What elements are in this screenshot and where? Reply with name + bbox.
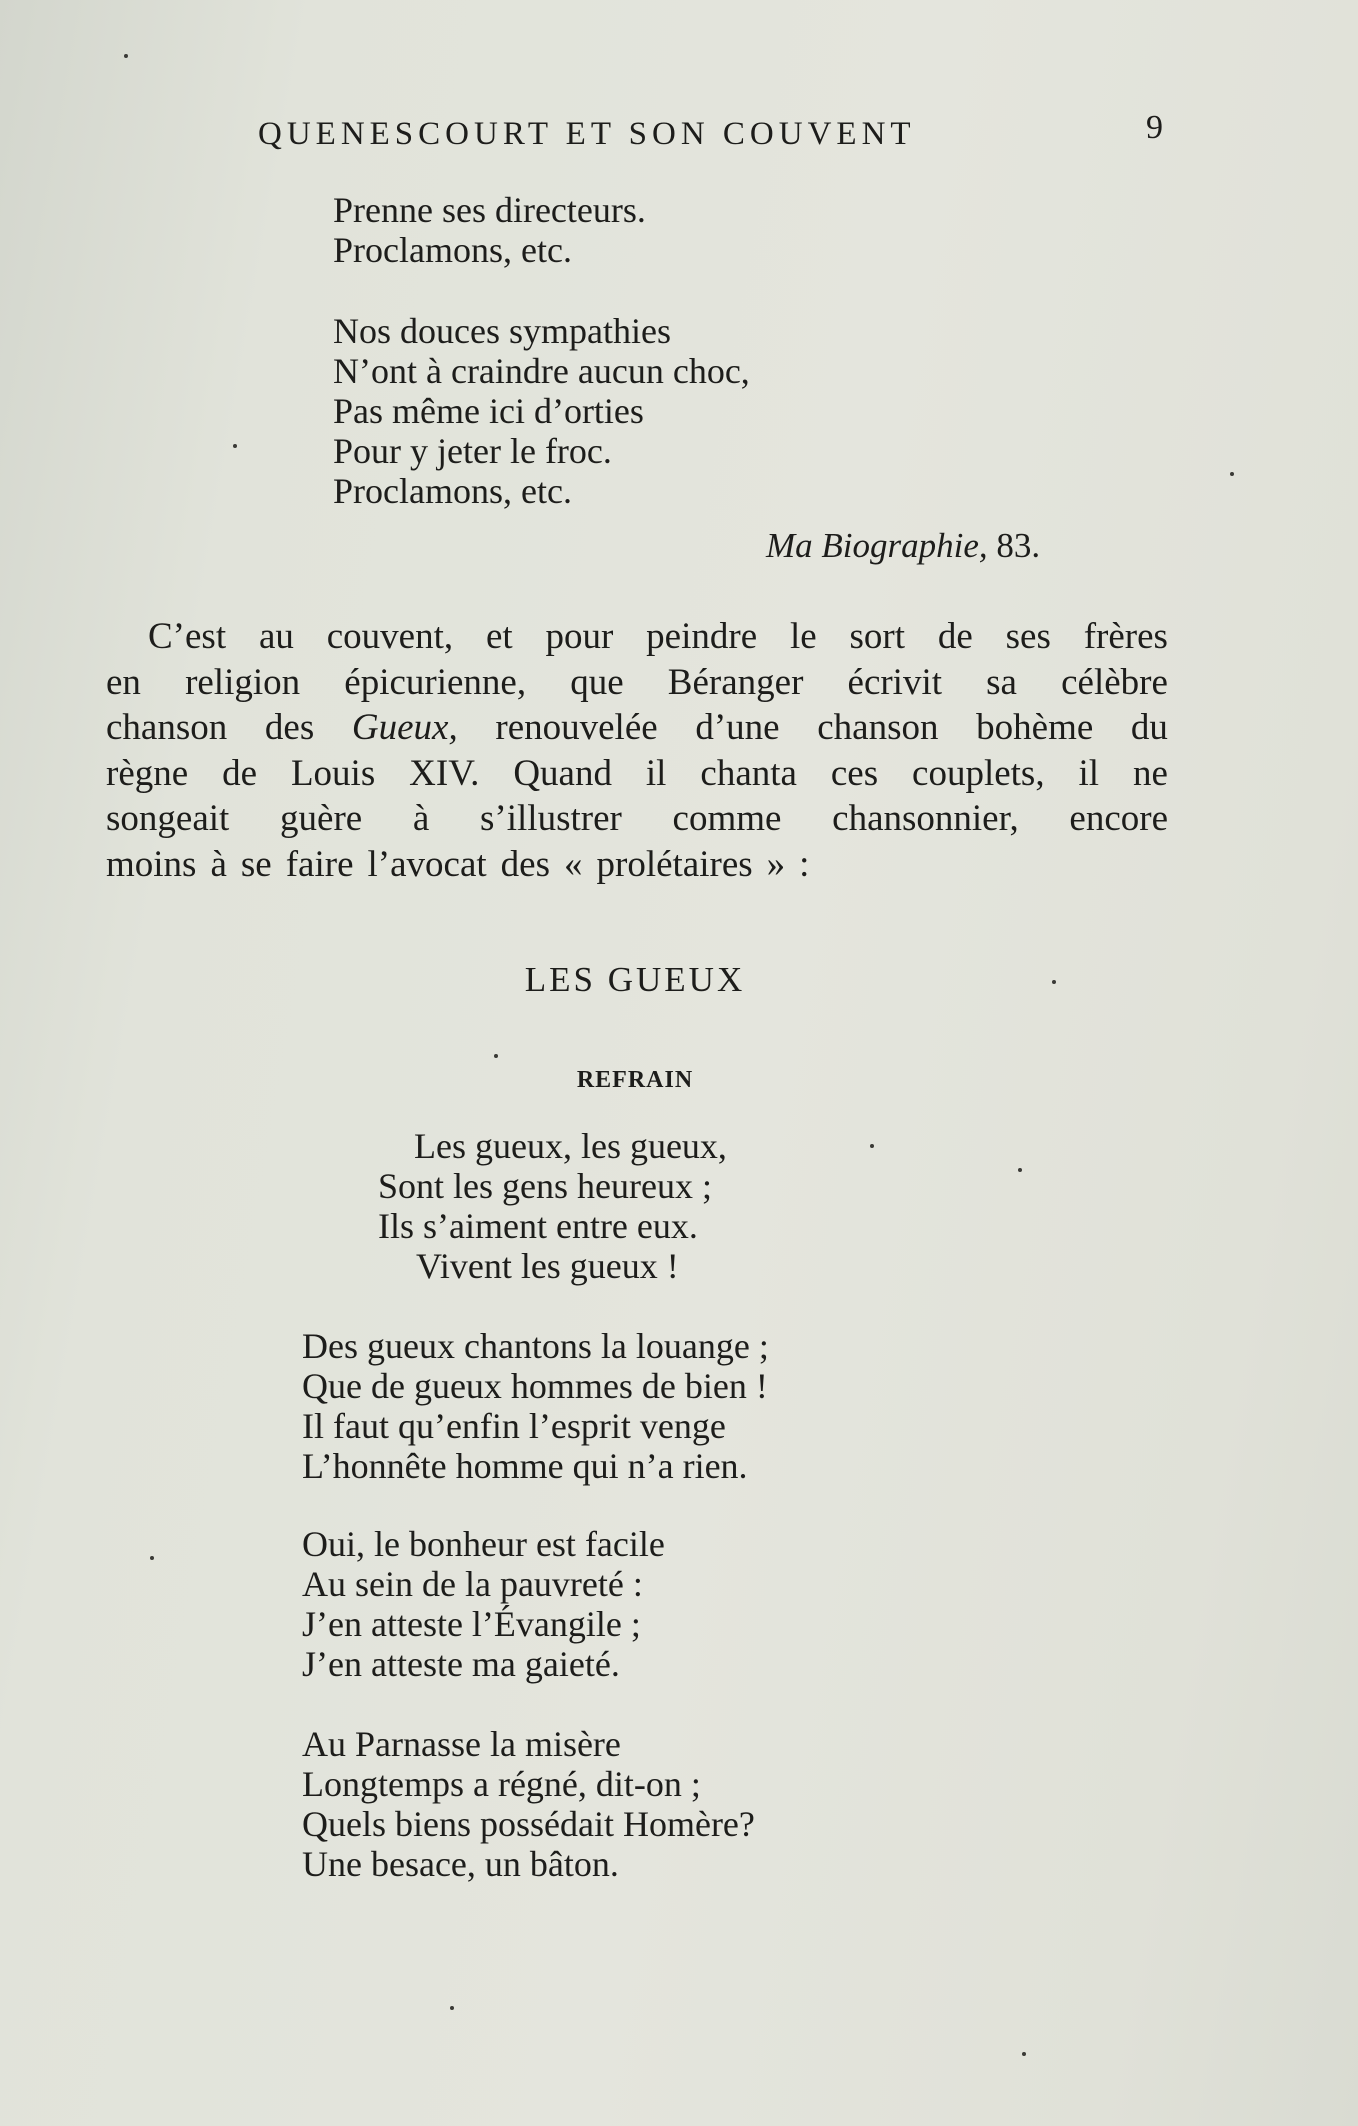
word: il <box>645 752 667 794</box>
song-stanza <box>302 1524 665 1684</box>
paper-speck <box>124 54 128 58</box>
word: du <box>1130 707 1168 748</box>
verse-line: Une besace, un bâton. <box>302 1844 619 1884</box>
verse-stanza <box>333 311 750 511</box>
word: que <box>570 661 624 703</box>
word: religion <box>185 661 301 703</box>
word: règne <box>106 752 189 794</box>
word: couvent, <box>326 616 454 657</box>
word: songeait <box>106 798 230 839</box>
word: » <box>766 843 786 885</box>
verse-line: Au Parnasse la misère <box>302 1724 621 1764</box>
word: au <box>258 616 294 657</box>
paragraph-line <box>106 705 1168 751</box>
verse-line: Proclamons, etc. <box>333 471 572 511</box>
page-number: 9 <box>1146 109 1163 146</box>
paper-speck <box>1018 1168 1022 1172</box>
refrain-stanza <box>378 1126 727 1286</box>
verse-line: Que de gueux hommes de bien ! <box>302 1366 768 1406</box>
word: chanson <box>106 707 228 748</box>
refrain-label: REFRAIN <box>576 1067 694 1093</box>
word: s’illustrer <box>480 798 622 839</box>
word: chanta <box>700 752 797 794</box>
word: d’une <box>695 707 780 748</box>
word: : <box>799 843 810 885</box>
song-stanza <box>302 1724 755 1884</box>
verse-line: Longtemps a régné, dit-on ; <box>302 1764 701 1804</box>
paper-speck <box>1022 2052 1026 2056</box>
verse-line: Des gueux chantons la louange ; <box>302 1326 769 1366</box>
paper-speck <box>494 1054 498 1058</box>
verse-line: Quels biens possédait Homère? <box>302 1804 755 1844</box>
word: « <box>564 843 583 885</box>
word: des <box>500 843 550 885</box>
paper-speck <box>450 2006 454 2010</box>
word: chansonnier, <box>832 798 1019 839</box>
word: célèbre <box>1061 661 1168 703</box>
word: ces <box>830 752 879 794</box>
word: de <box>222 752 258 794</box>
verse-line: Oui, le bonheur est facile <box>302 1524 665 1564</box>
paragraph-line <box>106 751 1168 797</box>
word: Louis <box>290 752 376 794</box>
running-title: QUENESCOURT ET SON COUVENT <box>258 116 916 152</box>
word: des <box>264 707 315 748</box>
word: peindre <box>646 616 758 657</box>
paragraph-line <box>106 796 1168 842</box>
verse-line: Vivent les gueux ! <box>416 1246 679 1286</box>
word: renouvelée <box>495 707 658 748</box>
paper-speck <box>233 444 237 448</box>
verse-line: N’ont à craindre aucun choc, <box>333 351 750 391</box>
word: sort <box>849 616 906 657</box>
paper-speck <box>870 1144 874 1148</box>
paragraph-line <box>106 842 1168 888</box>
word: moins <box>106 843 197 885</box>
verse-stanza-continued <box>333 190 646 270</box>
word: frères <box>1083 616 1168 657</box>
word: Quand <box>513 752 612 794</box>
verse-line: Il faut qu’enfin l’esprit venge <box>302 1406 726 1446</box>
verse-line: Proclamons, etc. <box>333 230 572 270</box>
word: comme <box>672 798 782 839</box>
verse-line: L’honnête homme qui n’a rien. <box>302 1446 748 1486</box>
prose-paragraph <box>106 614 1168 887</box>
word: chanson <box>817 707 939 748</box>
paragraph-line <box>106 614 1168 660</box>
word: et <box>485 616 513 657</box>
song-title: LES GUEUX <box>524 960 746 999</box>
word: épicurienne, <box>344 661 527 703</box>
word: XIV. <box>409 752 480 794</box>
verse-line: J’en atteste ma gaieté. <box>302 1644 620 1684</box>
song-stanza <box>302 1326 769 1486</box>
word: bohème <box>976 707 1094 748</box>
word: ses <box>1005 616 1051 657</box>
word: à <box>412 798 430 839</box>
verse-line: Les gueux, les gueux, <box>414 1126 727 1166</box>
word: C’est <box>148 616 227 657</box>
source-citation <box>766 524 1040 568</box>
word: encore <box>1069 798 1168 839</box>
word: pour <box>545 616 614 657</box>
word: en <box>106 661 141 703</box>
verse-line: Pour y jeter le froc. <box>333 431 612 471</box>
paragraph-line <box>106 660 1168 706</box>
paper-speck <box>1052 980 1056 984</box>
word: guère <box>280 798 363 839</box>
verse-line: Prenne ses directeurs. <box>333 190 646 230</box>
word: de <box>937 616 973 657</box>
italic-song-title: Gueux, <box>351 707 458 748</box>
verse-line: J’en atteste l’Évangile ; <box>302 1604 641 1644</box>
word: faire <box>285 843 354 885</box>
word: écrivit <box>847 661 943 703</box>
word: il <box>1078 752 1100 794</box>
word: prolétaires <box>596 843 753 885</box>
word: ne <box>1133 752 1168 794</box>
word: l’avocat <box>367 843 487 885</box>
word: le <box>789 616 817 657</box>
word: à <box>210 843 227 885</box>
verse-line: Nos douces sympathies <box>333 311 671 351</box>
citation-work: Ma Biographie, <box>766 526 988 565</box>
word: sa <box>986 661 1017 703</box>
word: se <box>240 843 272 885</box>
citation-page: 83. <box>996 526 1041 565</box>
word: Béranger <box>667 661 804 703</box>
verse-line: Sont les gens heureux ; <box>378 1166 712 1206</box>
paper-speck <box>150 1556 154 1560</box>
paper-speck <box>1230 472 1234 476</box>
verse-line: Ils s’aiment entre eux. <box>378 1206 698 1246</box>
word: couplets, <box>912 752 1045 794</box>
verse-line: Au sein de la pauvreté : <box>302 1564 643 1604</box>
verse-line: Pas même ici d’orties <box>333 391 644 431</box>
